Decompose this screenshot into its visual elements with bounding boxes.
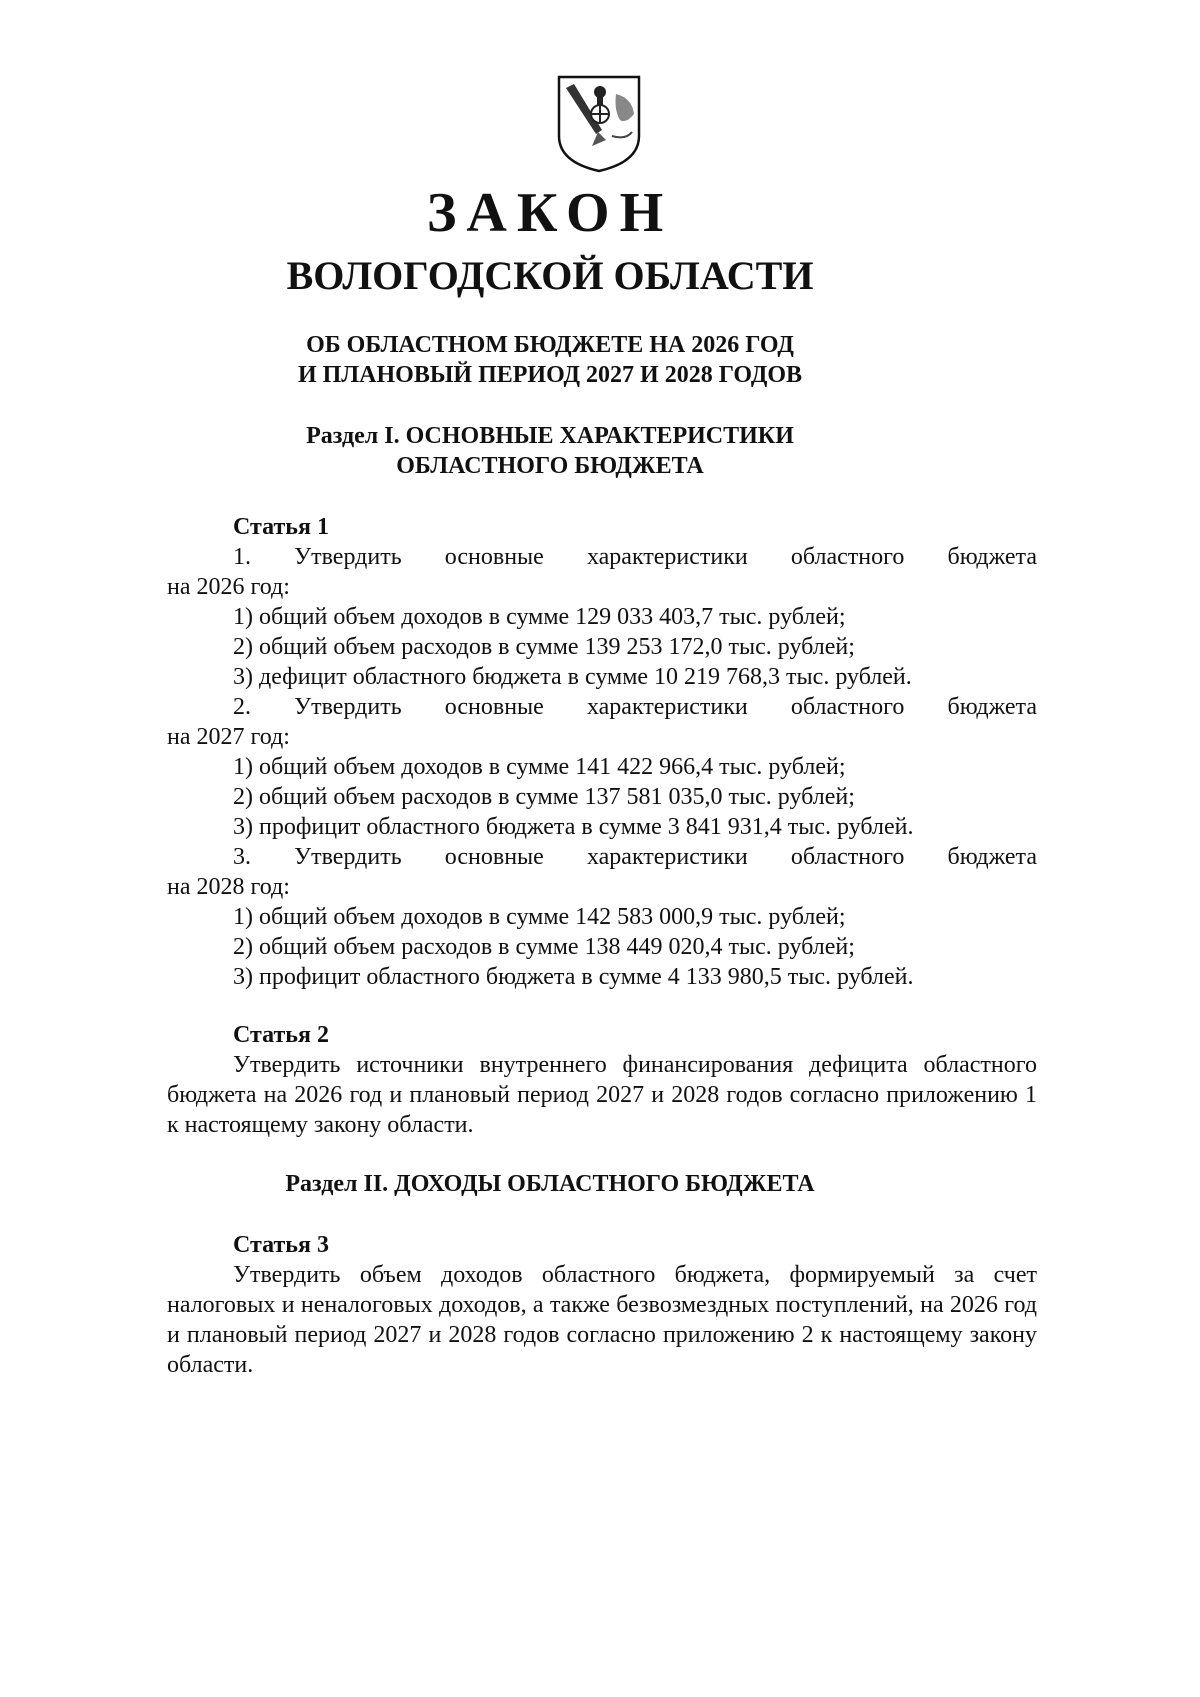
article-2-title: Статья 2 — [233, 1022, 329, 1048]
article-1-para-1-item-2: 2) общий объем расходов в сумме 139 253 172,0 тыс. рублей; — [233, 634, 855, 660]
article-1-para-3-lead: 3. Утвердить основные характеристики областного бюджета — [233, 844, 1037, 870]
article-2-body — [167, 1050, 1037, 1140]
law-name-line-1: ОБ ОБЛАСТНОМ БЮДЖЕТЕ НА 2026 ГОД — [306, 332, 794, 358]
article-1-para-3-item-3: 3) профицит областного бюджета в сумме 4 133 980,5 тыс. рублей. — [233, 964, 914, 990]
article-1-title: Статья 1 — [233, 514, 329, 540]
coat-of-arms-emblem — [556, 74, 642, 174]
article-1-para-3-cont: на 2028 год: — [167, 874, 290, 900]
article-1-body — [167, 542, 1037, 992]
section-2-heading — [0, 1169, 1100, 1199]
article-1-para-1-item-1: 1) общий объем доходов в сумме 129 033 403,7 тыс. рублей; — [233, 604, 846, 630]
article-3-title: Статья 3 — [233, 1232, 329, 1258]
article-1-para-2-item-2: 2) общий объем расходов в сумме 137 581 035,0 тыс. рублей; — [233, 784, 855, 810]
article-1-para-2-item-3: 3) профицит областного бюджета в сумме 3 841 931,4 тыс. рублей. — [233, 814, 914, 840]
article-1-para-1-cont: на 2026 год: — [167, 574, 290, 600]
law-name — [0, 330, 1100, 390]
article-1-para-1-item-3: 3) дефицит областного бюджета в сумме 10 219 768,3 тыс. рублей. — [233, 664, 912, 690]
article-1-para-2-item-1: 1) общий объем доходов в сумме 141 422 966,4 тыс. рублей; — [233, 754, 846, 780]
article-1-para-3-item-1: 1) общий объем доходов в сумме 142 583 000,9 тыс. рублей; — [233, 904, 846, 930]
article-1-para-2-lead: 2. Утвердить основные характеристики областного бюджета — [233, 694, 1037, 720]
section-2-line-1: Раздел II. ДОХОДЫ ОБЛАСТНОГО БЮДЖЕТА — [285, 1171, 815, 1197]
section-1-heading — [0, 421, 1100, 481]
law-name-line-2: И ПЛАНОВЫЙ ПЕРИОД 2027 И 2028 ГОДОВ — [297, 362, 803, 388]
section-1-line-2: ОБЛАСТНОГО БЮДЖЕТА — [396, 453, 704, 479]
article-1-para-1-lead: 1. Утвердить основные характеристики областного бюджета — [233, 544, 1037, 570]
section-1-line-1: Раздел I. ОСНОВНЫЕ ХАРАКТЕРИСТИКИ — [306, 423, 794, 449]
document-subtitle: ВОЛОГОДСКОЙ ОБЛАСТИ — [286, 253, 814, 298]
article-3-body — [167, 1260, 1037, 1380]
article-1-para-3-item-2: 2) общий объем расходов в сумме 138 449 020,4 тыс. рублей; — [233, 934, 855, 960]
article-3-text: Утвердить объем доходов областного бюджета, формируемый за счет налоговых и неналоговых доходов, а также безвозмездных поступлений, на 2026 год и плановый период 2027 и 2028 годов согласно приложению 2 к настоящему закону области. — [167, 1262, 1037, 1378]
article-2-text: Утвердить источники внутреннего финансирования дефицита областного бюджета на 2026 год и плановый период 2027 и 2028 годов согласно приложению 1 к настоящему закону области. — [167, 1052, 1037, 1138]
article-1-para-2-cont: на 2027 год: — [167, 724, 290, 750]
document-title: ЗАКОН — [426, 182, 674, 244]
